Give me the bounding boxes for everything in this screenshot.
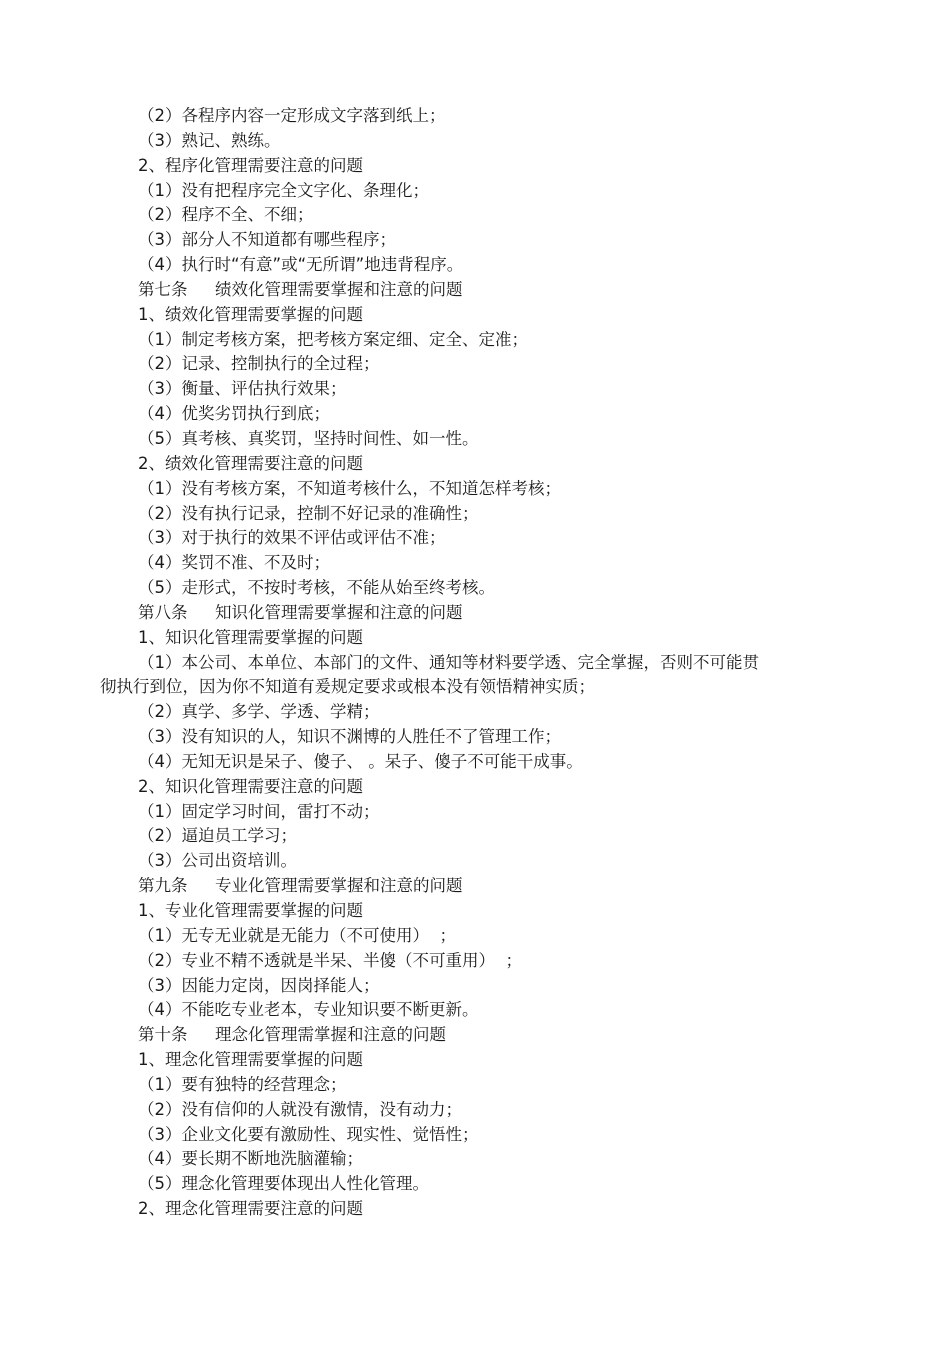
list-item: （3）公司出资培训。	[138, 851, 297, 871]
list-item: （4）奖罚不准、不及时；	[138, 553, 330, 573]
list-item: （3）部分人不知道都有哪些程序；	[138, 230, 396, 250]
list-item: （2）记录、控制执行的全过程；	[138, 354, 380, 374]
section-heading: 1、绩效化管理需要掌握的问题	[138, 304, 363, 324]
list-item: （1）没有把程序完全文字化、条理化；	[138, 180, 429, 200]
list-item: （1）没有考核方案，不知道考核什么，不知道怎样考核；	[138, 478, 561, 498]
list-item: （2）没有信仰的人就没有激情，没有动力；	[138, 1099, 462, 1119]
article-number: 第九条	[138, 876, 188, 896]
list-item-continuation: 彻执行到位，因为你不知道有爰规定要求或根本没有领悟精神实质；	[100, 677, 595, 697]
list-item: （1）要有独特的经营理念；	[138, 1074, 347, 1094]
section-heading: 1、理念化管理需要掌握的问题	[138, 1050, 363, 1070]
article-number: 第八条	[138, 602, 188, 622]
list-item: （4）执行时“有意”或“无所谓”地违背程序。	[138, 255, 464, 275]
list-item: （2）程序不全、不细；	[138, 205, 314, 225]
article-title: 绩效化管理需要掌握和注意的问题	[215, 279, 463, 299]
section-heading: 1、知识化管理需要掌握的问题	[138, 627, 363, 647]
list-item: （4）无知无识是呆子、傻子、 。呆子、傻子不可能干成事。	[138, 751, 583, 771]
section-heading: 1、专业化管理需要掌握的问题	[138, 901, 363, 920]
list-item: （3）衡量、评估执行效果；	[138, 379, 347, 399]
list-item: （5）走形式，不按时考核，不能从始至终考核。	[138, 578, 495, 598]
article-title: 专业化管理需要掌握和注意的问题	[215, 876, 463, 896]
list-item: （1）本公司、本单位、本部门的文件、通知等材料要学透、完全掌握，否则不可能贯	[138, 652, 759, 672]
list-item: （3）企业文化要有激励性、现实性、觉悟性；	[138, 1124, 479, 1144]
article-title: 理念化管理需掌握和注意的问题	[215, 1025, 446, 1045]
section-heading: 2、程序化管理需要注意的问题	[138, 155, 363, 175]
list-item: （2）专业不精不透就是半呆、半傻（不可重用） ；	[138, 950, 522, 970]
list-item: （1）固定学习时间，雷打不动；	[138, 801, 380, 821]
article-heading	[0, 874, 950, 899]
article-number: 第七条	[138, 279, 188, 299]
list-item: （2）各程序内容一定形成文字落到纸上；	[138, 106, 446, 125]
list-item: （1）制定考核方案，把考核方案定细、定全、定准；	[138, 329, 528, 349]
list-item: （3）没有知识的人，知识不渊博的人胜任不了管理工作；	[138, 727, 561, 747]
list-item: （4）要长期不断地洗脑灌输；	[138, 1149, 363, 1169]
list-item: （2）没有执行记录，控制不好记录的准确性；	[138, 503, 479, 523]
list-item: （4）不能吃专业老本，专业知识要不断更新。	[138, 1000, 479, 1020]
section-heading: 2、知识化管理需要注意的问题	[138, 776, 363, 796]
article-number: 第十条	[138, 1025, 188, 1045]
list-item: （5）理念化管理要体现出人性化管理。	[138, 1174, 429, 1194]
list-item: （4）优奖劣罚执行到底；	[138, 404, 330, 424]
list-item: （1）无专无业就是无能力（不可使用） ；	[138, 925, 456, 945]
document-body	[0, 104, 950, 1222]
list-item: （5）真考核、真奖罚，坚持时间性、如一性。	[138, 428, 479, 448]
article-title: 知识化管理需要掌握和注意的问题	[215, 602, 463, 622]
section-heading: 2、理念化管理需要注意的问题	[138, 1199, 363, 1219]
list-item: （2）真学、多学、学透、学精；	[138, 702, 380, 722]
section-heading: 2、绩效化管理需要注意的问题	[138, 453, 363, 473]
article-heading	[0, 1023, 950, 1048]
list-item: （3）因能力定岗，因岗择能人；	[138, 975, 380, 995]
list-item: （3）对于执行的效果不评估或评估不准；	[138, 528, 446, 548]
article-heading	[0, 601, 950, 626]
list-item: （3）熟记、熟练。	[138, 130, 281, 150]
article-heading	[0, 278, 950, 303]
list-item: （2）逼迫员工学习；	[138, 826, 297, 846]
